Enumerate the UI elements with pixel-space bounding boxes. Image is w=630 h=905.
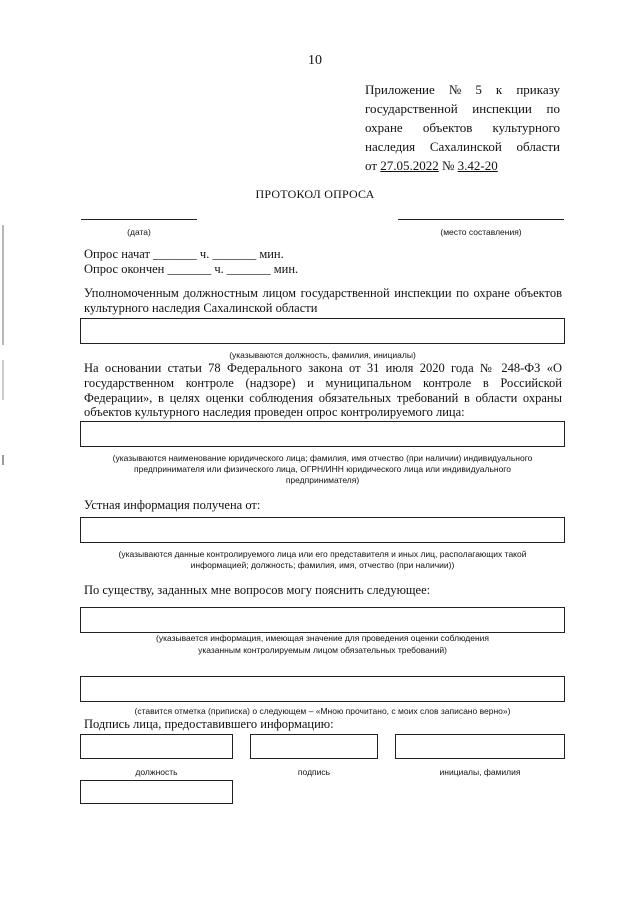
position-input-box[interactable] [80, 734, 233, 759]
oral-info-input-box[interactable] [80, 517, 565, 543]
appendix-order-number: 3.42-20 [457, 158, 498, 173]
appendix-from: от [365, 158, 378, 173]
appendix-date: 27.05.2022 [380, 158, 439, 173]
basis-line-1: На основании статьи 78 Федерального закона от 31 июля 2020 года № 248-ФЗ «О [84, 361, 562, 375]
appendix-line-4 [365, 137, 560, 156]
appendix-word: к [495, 82, 503, 97]
appendix-word: по [546, 101, 560, 116]
oral-info-label: Устная информация получена от: [84, 498, 261, 512]
extra-input-box[interactable] [80, 780, 233, 804]
signature-input-box[interactable] [250, 734, 378, 759]
date-field-line[interactable] [81, 219, 197, 220]
appendix-word: объектов [422, 120, 473, 135]
signature-label: Подпись лица, предоставившего информацию: [84, 717, 334, 731]
note-input-box[interactable] [80, 676, 565, 702]
basis-line-3: Федерации», в целях оценки соблюдения обязательных требований в области охраны [84, 391, 562, 405]
basis-line-2: государственном контроле (надзоре) и муниципальном контроле в Российской [84, 376, 562, 390]
scan-edge-mark [2, 225, 4, 345]
official-input-box[interactable] [80, 318, 565, 344]
appendix-number-sign: № [442, 158, 455, 173]
appendix-word: Приложение [365, 82, 435, 97]
name-input-box[interactable] [395, 734, 565, 759]
position-caption: должность [135, 767, 178, 777]
appendix-word: охране [365, 120, 403, 135]
appendix-word: государственной [365, 101, 458, 116]
appendix-line-5 [365, 156, 560, 175]
signature-caption: подпись [297, 767, 331, 777]
appendix-line-3 [365, 118, 560, 137]
appendix-word: № [448, 82, 462, 97]
survey-ended: Опрос окончен _______ ч. _______ мин. [84, 262, 299, 276]
survey-started: Опрос начат _______ ч. _______ мин. [84, 247, 284, 261]
document-title: ПРОТОКОЛ ОПРОСА [255, 187, 375, 201]
intro-line-1: Уполномоченным должностным лицом государственной инспекции по охране объектов [84, 286, 562, 300]
appendix-word: приказу [516, 82, 560, 97]
controlled-person-caption-3: предпринимателя) [285, 475, 360, 485]
explanation-caption-2: указанным контролируемым лицом обязательных требований) [198, 645, 447, 655]
date-caption: (дата) [127, 227, 151, 237]
explanation-input-box[interactable] [80, 607, 565, 633]
appendix-line-1 [365, 80, 560, 99]
oral-info-caption-1: (указываются данные контролируемого лица или его представителя и иных лиц, располагающих такой [118, 549, 527, 559]
oral-info-caption-2: информацией; должность; фамилия, имя, отчество (при наличии)) [190, 560, 455, 570]
appendix-word: культурного [492, 120, 560, 135]
controlled-person-caption-1: (указываются наименование юридического лица; фамилия, имя отчество (при наличии) индивидуального [112, 453, 533, 463]
scan-edge-mark [2, 455, 4, 465]
place-caption: (место составления) [440, 227, 522, 237]
appendix-line-2 [365, 99, 560, 118]
scan-edge-mark [2, 360, 4, 400]
appendix-word: наследия [365, 139, 416, 154]
intro-line-2: культурного наследия Сахалинской области [84, 301, 318, 315]
name-caption: инициалы, фамилия [439, 767, 521, 777]
note-caption: (ставится отметка (приписка) о следующем – «Мною прочитано, с моих слов записано верно») [134, 706, 511, 716]
explanation-caption-1: (указывается информация, имеющая значение для проведения оценки соблюдения [155, 633, 489, 643]
page-number: 10 [308, 53, 322, 68]
appendix-word: инспекции [472, 101, 532, 116]
official-caption: (указываются должность, фамилия, инициалы) [229, 350, 416, 360]
basis-line-4: объектов культурного наследия проведен опрос контролируемого лица: [84, 405, 465, 419]
appendix-word: Сахалинской [429, 139, 502, 154]
explanation-label: По существу, заданных мне вопросов могу пояснить следующее: [84, 583, 431, 597]
appendix-block [365, 80, 560, 175]
appendix-word: области [516, 139, 560, 154]
place-field-line[interactable] [398, 219, 564, 220]
appendix-word: 5 [475, 82, 482, 97]
controlled-person-input-box[interactable] [80, 421, 565, 447]
controlled-person-caption-2: предпринимателя или физического лица, ОГРН/ИНН юридического лица или индивидуального [134, 464, 511, 474]
